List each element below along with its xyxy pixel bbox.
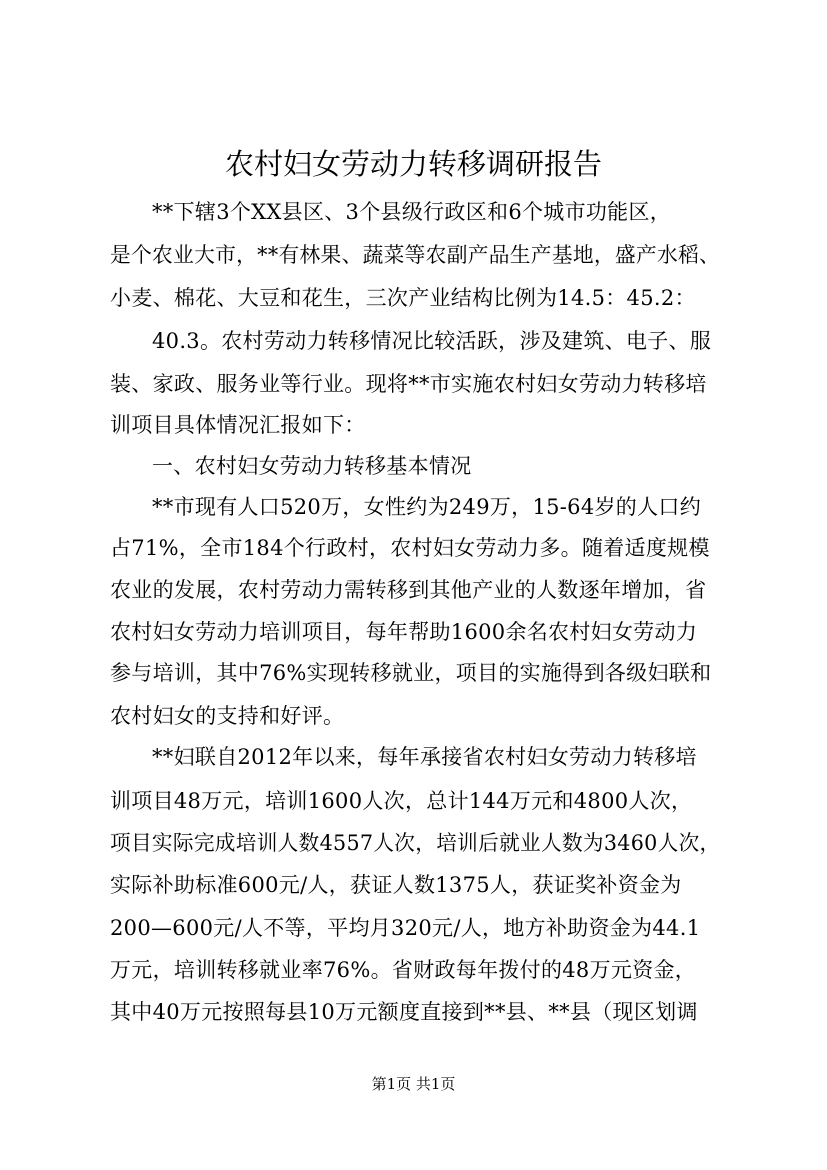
body-line: 其中40万元按照每县10万元额度直接到**县、**县（现区划调 [110,1000,698,1024]
body-line: 万元，培训转移就业率76%。省财政每年拨付的48万元资金， [110,958,697,982]
body-line: 是个农业大市，**有林果、蔬菜等农副产品生产基地，盛产水稻、 [110,243,721,267]
body-line: 项目实际完成培训人数4557人次，培训后就业人数为3460人次， [110,831,721,855]
document-title: 农村妇女劳动力转移调研报告 [224,147,602,181]
body-line: 训项目48万元，培训1600人次，总计144万元和4800人次， [110,789,693,813]
body-line: 占71%，全市184个行政村，农村妇女劳动力多。随着适度规模 [110,536,710,560]
body-line: 参与培训，其中76%实现转移就业，项目的实施得到各级妇联和 [110,661,712,685]
body-line: 实际补助标准600元/人，获证人数1375人，获证奖补资金为 [110,873,682,897]
page-footer: 第1页 共1页 [371,1075,456,1093]
body-line: 装、家政、服务业等行业。现将**市实施农村妇女劳动力转移培 [110,372,707,396]
body-line: **妇联自2012年以来，每年承接省农村妇女劳动力转移培 [152,745,697,769]
body-line: 训项目具体情况汇报如下： [110,413,366,437]
body-line: 200—600元/人不等，平均月320元/人，地方补助资金为44.1 [110,916,701,940]
body-line: 农村妇女的支持和好评。 [110,704,345,728]
body-line: 农村妇女劳动力培训项目，每年帮助1600余名农村妇女劳动力 [110,620,698,644]
body-line: 农业的发展，农村劳动力需转移到其他产业的人数逐年增加，省 [110,578,707,602]
body-line: **市现有人口520万，女性约为249万，15-64岁的人口约 [152,495,702,519]
body-line: **下辖3个XX县区、3个县级行政区和6个城市功能区， [152,200,672,224]
section-heading: 一、农村妇女劳动力转移基本情况 [152,454,472,478]
body-line: 小麦、棉花、大豆和花生，三次产业结构比例为14.5：45.2： [110,286,696,310]
body-line: 40.3。农村劳动力转移情况比较活跃，涉及建筑、电子、服 [152,329,712,353]
